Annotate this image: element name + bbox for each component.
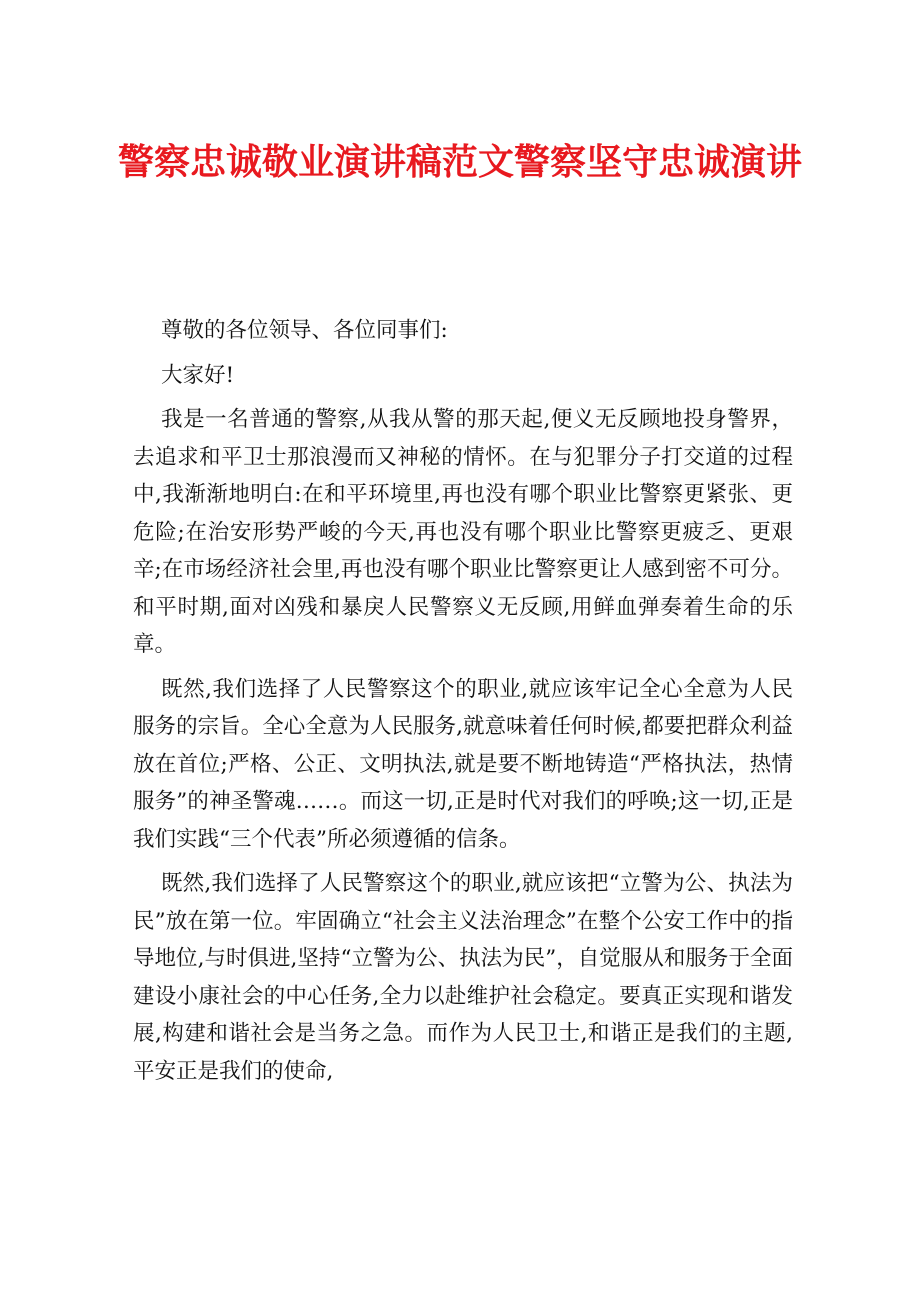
greeting: 大家好! (161, 362, 235, 388)
paragraph-3: 既然,我们选择了人民警察这个的职业,就应该把“立警为公、执法为民”放在第一位。牢固确立“社会主义法治理念”在整个公安工作中的指导地位,与时俱进,坚持“立警为公、执法为民”，自觉服从和服务于全面建设小康社会的中心任务,全力以赴维护社会稳定。要真正实现和谐发展,构建和谐社会是当务之急。而作为人民卫士,和谐正是我们的主题,平安正是我们的使命, (133, 871, 793, 1084)
document-title: 警察忠诚敬业演讲稿范文警察坚守忠诚演讲 (117, 142, 802, 183)
salutation: 尊敬的各位领导、各位同事们: (161, 318, 448, 343)
paragraph-2: 既然,我们选择了人民警察这个的职业,就应该牢记全心全意为人民服务的宗旨。全心全意为人民服务,就意味着任何时候,都要把群众利益放在首位;严格、公正、文明执法,就是要不断地铸造“严格执法，热情服务”的神圣警魂……。而这一切,正是时代对我们的呼唤;这一切,正是我们实践“三个代表”所必须遵循的信条。 (133, 676, 793, 852)
document-body (133, 312, 793, 1090)
paragraph-1: 我是一名普通的警察,从我从警的那天起,便义无反顾地投身警界，去追求和平卫士那浪漫而又神秘的情怀。在与犯罪分子打交道的过程中,我渐渐地明白:在和平环境里,再也没有哪个职业比警察更紧张、更危险;在治安形势严峻的今天,再也没有哪个职业比警察更疲乏、更艰辛;在市场经济社会里,再也没有哪个职业比警察更让人感到密不可分。和平时期,面对凶残和暴戾人民警察义无反顾,用鲜血弹奏着生命的乐章。 (133, 407, 793, 657)
